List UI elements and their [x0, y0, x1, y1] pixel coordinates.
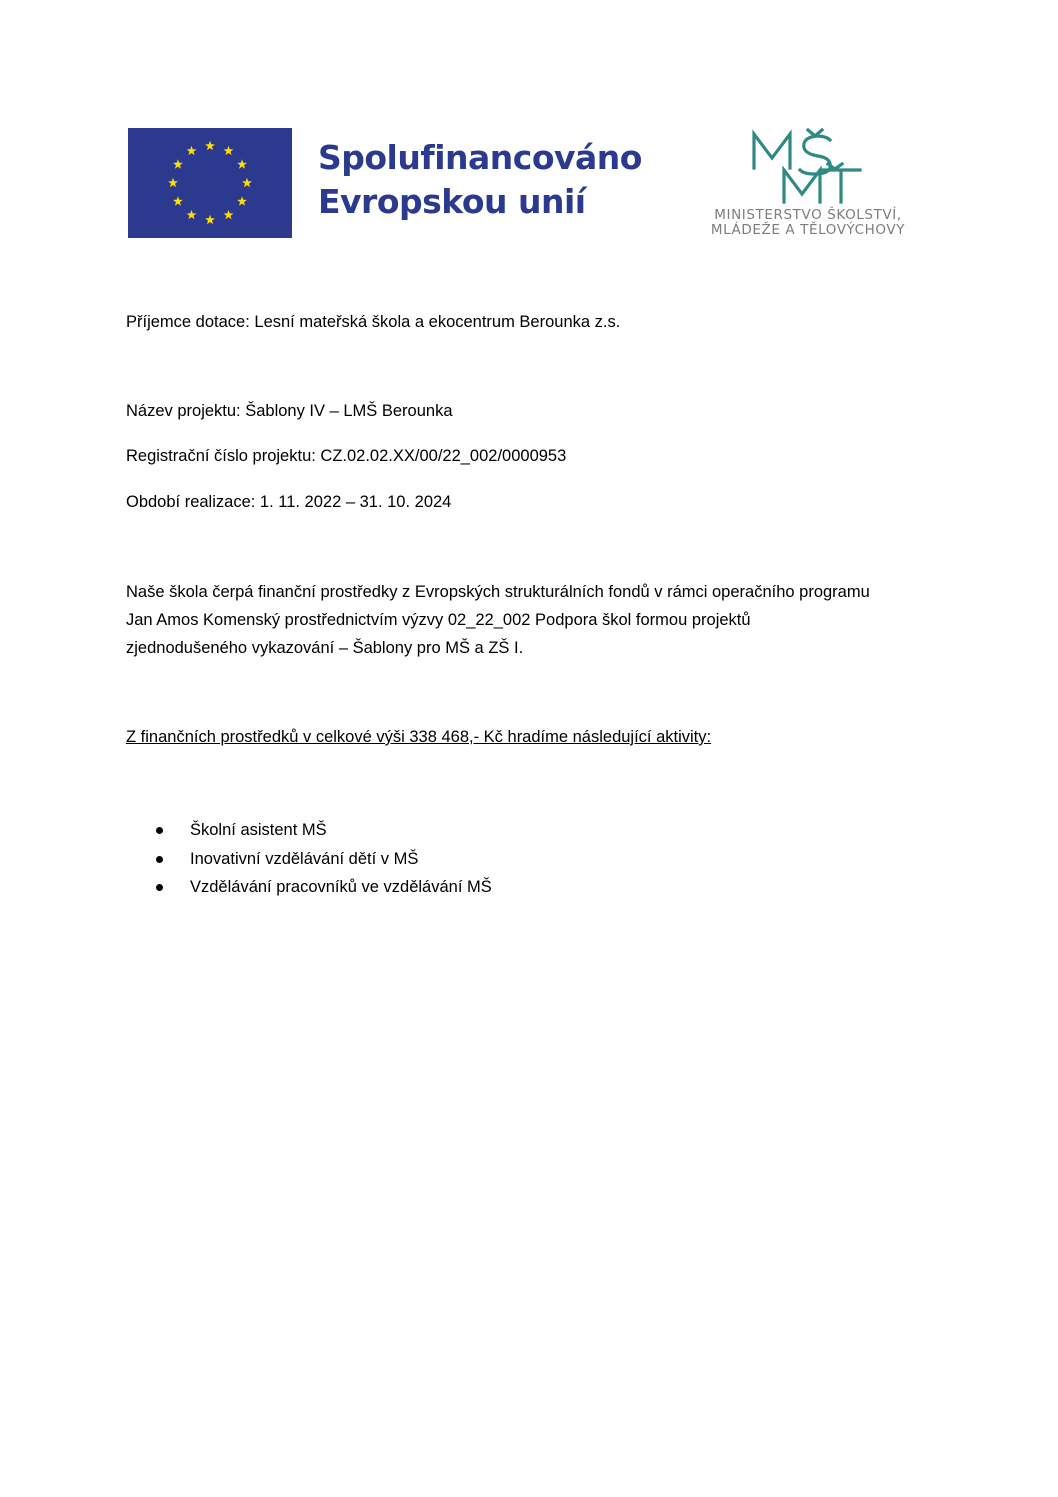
activities-list [152, 816, 492, 902]
project-name-line: Název projektu: Šablony IV – LMŠ Berounka [126, 402, 453, 420]
msmt-logo [688, 128, 928, 240]
funding-statement: Z finančních prostředků v celkové výši 338 468,- Kč hradíme následující aktivity: [126, 728, 712, 746]
bullet-icon [156, 884, 163, 891]
bullet-icon [156, 856, 163, 863]
activity-label: Inovativní vzdělávání dětí v MŠ [190, 849, 419, 868]
description-paragraph [126, 578, 946, 662]
eu-text-line-2: Evropskou unií [318, 182, 586, 221]
description-line-3: zjednodušeného vykazování – Šablony pro MŠ a ZŠ I. [126, 639, 524, 657]
description-line-1: Naše škola čerpá finanční prostředky z Evropských strukturálních fondů v rámci operačního programu [126, 583, 870, 601]
eu-cofinanced-text [318, 136, 658, 224]
realization-period-line: Období realizace: 1. 11. 2022 – 31. 10. 2024 [126, 493, 452, 511]
eu-flag-icon [128, 128, 292, 238]
eu-text-line-1: Spolufinancováno [318, 138, 642, 177]
msmt-caption [688, 208, 928, 238]
list-item [152, 845, 492, 874]
registration-number-line: Registrační číslo projektu: CZ.02.02.XX/00/22_002/0000953 [126, 447, 567, 465]
msmt-logo-icon [748, 128, 868, 206]
activity-label: Školní asistent MŠ [190, 821, 327, 839]
description-line-2: Jan Amos Komenský prostřednictvím výzvy 02_22_002 Podpora škol formou projektů [126, 611, 751, 629]
activity-label: Vzdělávání pracovníků ve vzdělávání MŠ [190, 878, 492, 896]
logo-bar [128, 128, 928, 240]
list-item [152, 816, 492, 845]
recipient-line: Příjemce dotace: Lesní mateřská škola a ekocentrum Berounka z.s. [126, 313, 621, 331]
bullet-icon [156, 827, 163, 834]
list-item [152, 873, 492, 902]
msmt-caption-line-2: MLÁDEŽE A TĚLOVÝCHOVY [710, 222, 906, 238]
msmt-caption-line-1: MINISTERSTVO ŠKOLSTVÍ, [714, 207, 902, 223]
